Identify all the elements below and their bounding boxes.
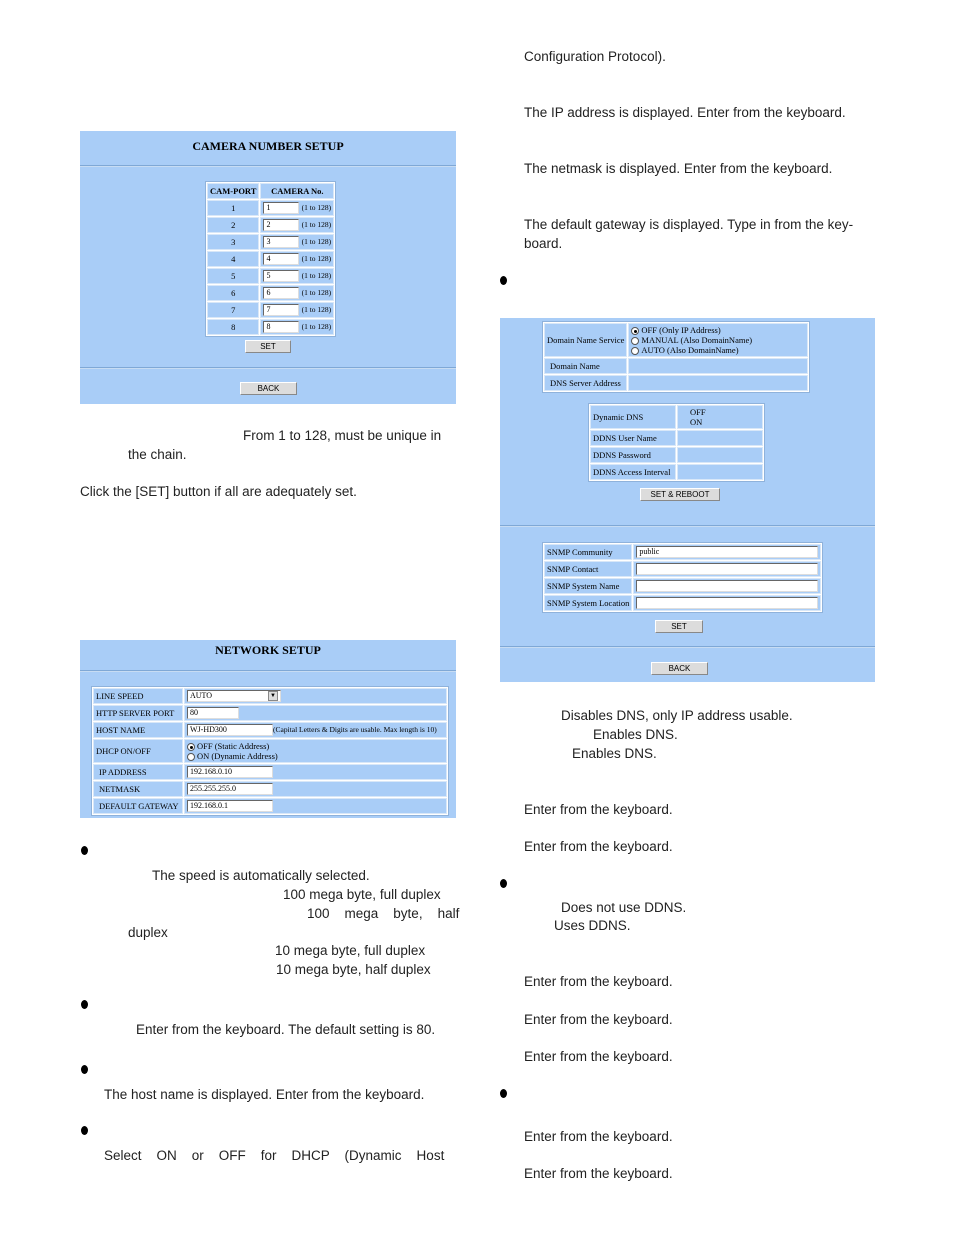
default-gateway-label: DEFAULT GATEWAY bbox=[93, 798, 183, 814]
set-button[interactable]: SET bbox=[245, 340, 291, 353]
camera-number-input[interactable]: 3 bbox=[263, 236, 299, 248]
ddns-interval-note: Enter from the keyboard. bbox=[524, 1049, 673, 1064]
dns-auto-radio[interactable] bbox=[631, 347, 639, 355]
dhcp-on-radio[interactable] bbox=[187, 753, 195, 761]
range-note: From 1 to 128, must be unique in bbox=[243, 428, 442, 443]
camera-number-input[interactable]: 6 bbox=[263, 287, 299, 299]
range-hint: (1 to 128) bbox=[301, 202, 332, 212]
range-hint: (1 to 128) bbox=[301, 253, 332, 263]
ddns-user-note: Enter from the keyboard. bbox=[524, 974, 673, 989]
ddns-on-option[interactable]: ON bbox=[690, 417, 703, 427]
speed-10-full: 10 mega byte, full duplex bbox=[275, 943, 426, 958]
table-row bbox=[207, 200, 334, 216]
dhcp-note: Select ON or OFF for DHCP (Dynamic Host bbox=[104, 1148, 445, 1163]
network-setup-title: NETWORK SETUP bbox=[215, 643, 321, 657]
snmp-name-input[interactable] bbox=[636, 580, 818, 592]
ddns-label: Dynamic DNS bbox=[590, 405, 676, 429]
network-settings-table bbox=[91, 686, 449, 816]
gateway-note-cont: board. bbox=[524, 236, 563, 251]
range-hint: (1 to 128) bbox=[301, 219, 332, 229]
ddns-off-option[interactable]: OFF bbox=[690, 407, 706, 417]
host-name-note: The host name is displayed. Enter from the keyboard. bbox=[104, 1087, 425, 1102]
cam-port-cell: 1 bbox=[207, 200, 259, 216]
dns-off-radio[interactable] bbox=[631, 327, 639, 335]
dns-server-note: Enter from the keyboard. bbox=[524, 839, 673, 854]
table-row bbox=[207, 285, 334, 301]
table-row bbox=[590, 464, 763, 480]
bullet-icon bbox=[81, 1126, 88, 1135]
table-row bbox=[93, 705, 447, 721]
dhcp-on-label: ON (Dynamic Address) bbox=[197, 751, 278, 762]
chevron-down-icon: ▼ bbox=[268, 691, 278, 701]
camera-number-input[interactable]: 5 bbox=[263, 270, 299, 282]
col-header-cam-port: CAM-PORT bbox=[207, 183, 259, 199]
ddns-off-note: Does not use DDNS. bbox=[561, 900, 687, 915]
camera-setup-panel bbox=[80, 131, 456, 404]
table-row bbox=[93, 688, 447, 704]
cam-port-cell: 2 bbox=[207, 217, 259, 233]
table-row bbox=[544, 323, 808, 357]
camera-number-input[interactable]: 4 bbox=[263, 253, 299, 265]
range-hint: (1 to 128) bbox=[301, 304, 332, 314]
host-name-label: HOST NAME bbox=[93, 722, 183, 738]
cam-port-cell: 3 bbox=[207, 234, 259, 250]
snmp-note-2: Enter from the keyboard. bbox=[524, 1166, 673, 1181]
snmp-set-button[interactable]: SET bbox=[655, 620, 703, 633]
snmp-table bbox=[542, 542, 823, 613]
col-header-camera-no: CAMERA No. bbox=[260, 183, 334, 199]
host-name-input[interactable]: WJ-HD300 bbox=[187, 724, 273, 736]
range-hint: (1 to 128) bbox=[301, 287, 332, 297]
dns-snmp-panel bbox=[500, 318, 875, 682]
snmp-contact-input[interactable] bbox=[636, 563, 818, 575]
back-button[interactable]: BACK bbox=[240, 382, 297, 395]
camera-setup-title: CAMERA NUMBER SETUP bbox=[192, 139, 344, 153]
dns-manual-radio[interactable] bbox=[631, 337, 639, 345]
dns-server-label: DNS Server Address bbox=[544, 375, 627, 391]
snmp-location-input[interactable] bbox=[636, 597, 818, 609]
table-row bbox=[590, 430, 763, 446]
http-port-input[interactable]: 80 bbox=[187, 707, 239, 719]
domain-name-label: Domain Name bbox=[544, 358, 627, 374]
set-reboot-button[interactable]: SET & REBOOT bbox=[640, 488, 720, 501]
line-speed-label: LINE SPEED bbox=[93, 688, 183, 704]
dns-auto-label: AUTO (Also DomainName) bbox=[641, 345, 739, 356]
table-row bbox=[207, 217, 334, 233]
dns-manual-note: Enables DNS. bbox=[593, 727, 678, 742]
speed-auto: The speed is automatically selected. bbox=[152, 868, 370, 883]
ddns-on-note: Uses DDNS. bbox=[554, 918, 631, 933]
range-hint: (1 to 128) bbox=[301, 270, 332, 280]
table-row bbox=[93, 722, 447, 738]
snmp-community-label: SNMP Community bbox=[544, 544, 632, 560]
host-name-hint: (Capital Letters & Digits are usable. Max length is 10) bbox=[273, 724, 437, 734]
bullet-icon bbox=[81, 1000, 88, 1009]
table-row bbox=[207, 251, 334, 267]
camera-number-input[interactable]: 8 bbox=[263, 321, 299, 333]
table-row bbox=[93, 781, 447, 797]
snmp-name-label: SNMP System Name bbox=[544, 578, 632, 594]
ddns-table bbox=[588, 403, 765, 482]
table-row bbox=[544, 375, 808, 391]
netmask-input[interactable]: 255.255.255.0 bbox=[187, 783, 273, 795]
dhcp-label: DHCP ON/OFF bbox=[93, 739, 183, 763]
cam-port-cell: 6 bbox=[207, 285, 259, 301]
table-row bbox=[590, 447, 763, 463]
range-hint: (1 to 128) bbox=[301, 321, 332, 331]
dns-manual-label: MANUAL (Also DomainName) bbox=[641, 335, 753, 346]
bullet-icon bbox=[81, 846, 88, 855]
netmask-label: NETMASK bbox=[93, 781, 183, 797]
ip-address-input[interactable]: 192.168.0.10 bbox=[187, 766, 273, 778]
dhcp-off-label: OFF (Static Address) bbox=[197, 741, 270, 751]
ddns-password-field[interactable] bbox=[677, 447, 763, 463]
bullet-icon bbox=[81, 1065, 88, 1074]
http-port-label: HTTP SERVER PORT bbox=[93, 705, 183, 721]
netmask-note: The netmask is displayed. Enter from the keyboard. bbox=[524, 161, 833, 176]
range-hint: (1 to 128) bbox=[301, 236, 332, 246]
cam-port-cell: 8 bbox=[207, 319, 259, 335]
ddns-user-label: DDNS User Name bbox=[590, 430, 676, 446]
dns-off-note: Disables DNS, only IP address usable. bbox=[561, 708, 793, 723]
gateway-note: The default gateway is displayed. Type in from the key- bbox=[524, 217, 854, 232]
speed-10-half: 10 mega byte, half duplex bbox=[276, 962, 431, 977]
camera-number-table bbox=[205, 181, 336, 337]
domain-name-field[interactable] bbox=[628, 358, 808, 374]
http-port-note: Enter from the keyboard. The default setting is 80. bbox=[136, 1022, 436, 1037]
bullet-icon bbox=[500, 879, 507, 888]
camera-number-input[interactable]: 2 bbox=[263, 219, 299, 231]
ddns-interval-field[interactable] bbox=[677, 464, 763, 480]
speed-100-half-cont: duplex bbox=[128, 925, 168, 940]
ip-note: The IP address is displayed. Enter from the keyboard. bbox=[524, 105, 846, 120]
divider bbox=[80, 367, 456, 369]
ddns-interval-label: DDNS Access Interval bbox=[590, 464, 676, 480]
snmp-community-input[interactable]: public bbox=[636, 546, 818, 558]
table-row bbox=[207, 302, 334, 318]
domain-name-note: Enter from the keyboard. bbox=[524, 802, 673, 817]
line-speed-value: AUTO bbox=[190, 691, 213, 701]
default-gateway-input[interactable]: 192.168.0.1 bbox=[187, 800, 273, 812]
click-set-note: Click the [SET] button if all are adequately set. bbox=[80, 484, 357, 499]
dns-off-label: OFF (Only IP Address) bbox=[641, 325, 721, 335]
divider bbox=[500, 525, 875, 527]
snmp-contact-label: SNMP Contact bbox=[544, 561, 632, 577]
dns-auto-note: Enables DNS. bbox=[572, 746, 657, 761]
table-row bbox=[93, 764, 447, 780]
table-row bbox=[207, 268, 334, 284]
network-setup-panel bbox=[80, 640, 456, 818]
snmp-location-label: SNMP System Location bbox=[544, 595, 632, 611]
ddns-password-note: Enter from the keyboard. bbox=[524, 1012, 673, 1027]
speed-100-full: 100 mega byte, full duplex bbox=[283, 887, 441, 902]
divider bbox=[500, 646, 875, 648]
table-row bbox=[93, 739, 447, 763]
speed-100-half: 100 mega byte, half bbox=[307, 906, 460, 921]
cam-port-cell: 5 bbox=[207, 268, 259, 284]
bullet-icon bbox=[500, 276, 507, 285]
bullet-icon bbox=[500, 1089, 507, 1098]
table-row bbox=[544, 578, 821, 594]
camera-number-input[interactable]: 1 bbox=[263, 202, 299, 214]
table-row bbox=[93, 798, 447, 814]
table-row bbox=[207, 319, 334, 335]
line-speed-select[interactable] bbox=[187, 690, 281, 702]
range-note-cont: the chain. bbox=[128, 447, 187, 462]
table-row bbox=[590, 405, 763, 429]
table-row bbox=[207, 234, 334, 250]
dns-service-label: Domain Name Service bbox=[544, 323, 627, 357]
ddns-user-field[interactable] bbox=[677, 430, 763, 446]
divider bbox=[80, 670, 456, 672]
back-button[interactable]: BACK bbox=[651, 662, 708, 675]
dns-table bbox=[542, 321, 810, 393]
cam-port-cell: 7 bbox=[207, 302, 259, 318]
dns-server-field[interactable] bbox=[628, 375, 808, 391]
table-row bbox=[544, 561, 821, 577]
snmp-note-1: Enter from the keyboard. bbox=[524, 1129, 673, 1144]
table-row bbox=[544, 544, 821, 560]
dhcp-note-cont: Configuration Protocol). bbox=[524, 49, 666, 64]
dhcp-off-radio[interactable] bbox=[187, 743, 195, 751]
divider bbox=[80, 165, 456, 167]
table-row bbox=[544, 595, 821, 611]
ddns-password-label: DDNS Password bbox=[590, 447, 676, 463]
ip-address-label: IP ADDRESS bbox=[93, 764, 183, 780]
cam-port-cell: 4 bbox=[207, 251, 259, 267]
camera-number-input[interactable]: 7 bbox=[263, 304, 299, 316]
table-row bbox=[544, 358, 808, 374]
